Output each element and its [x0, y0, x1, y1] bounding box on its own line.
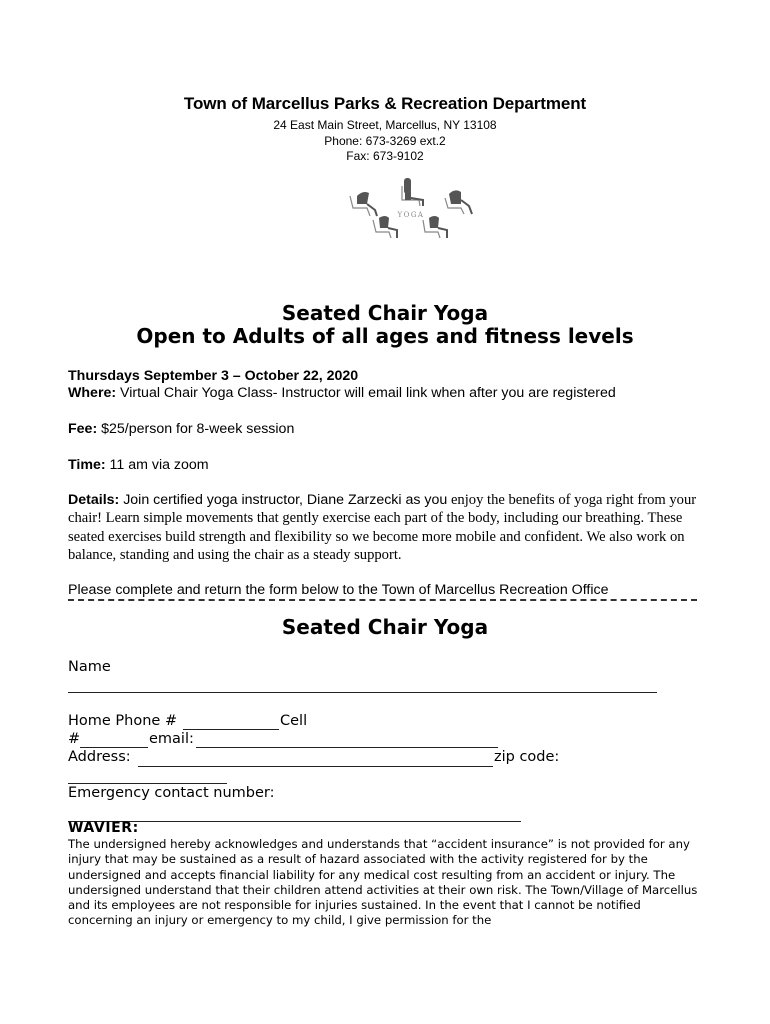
details-label: Details:	[68, 492, 120, 508]
emergency-contact-label: Emergency contact number:	[68, 785, 275, 801]
return-instructions: Please complete and return the form below to the Town of Marcellus Recreation Office	[68, 582, 609, 598]
address-field[interactable]	[138, 766, 493, 767]
svg-text:YOGA: YOGA	[397, 211, 425, 219]
home-phone-label: Home Phone #	[68, 713, 178, 729]
where-value: Virtual Chair Yoga Class- Instructor will email link when after you are registered	[116, 385, 616, 401]
waiver-text: The undersigned hereby acknowledges and understands that “accident insurance” is not provided for any injury that may be sustained as a result of hazard associated with the activity registered for by the undersigned and accepts financial liability for any medical cost resulting from an accident or injury. The undersigned understand that their children attend activities at their own risk. The Town/Village of Marcellus and its employees are not responsible for injuries sustained. In the event that I cannot be notified concerning an injury or emergency to my child, I give permission for the	[68, 837, 698, 928]
where-label: Where:	[68, 385, 117, 401]
fee-line	[68, 421, 294, 437]
flyer-title: Seated Chair Yoga	[281, 301, 489, 325]
chair-yoga-logo	[345, 176, 477, 240]
email-label: email:	[149, 731, 194, 747]
fee-value: $25/person for 8-week session	[97, 421, 295, 437]
organization-fax: Fax: 673-9102	[346, 149, 424, 163]
name-label: Name	[68, 659, 111, 675]
email-field[interactable]	[196, 747, 498, 748]
details-paragraph	[68, 491, 708, 565]
form-title: Seated Chair Yoga	[281, 615, 489, 639]
class-dates: Thursdays September 3 – October 22, 2020	[68, 368, 359, 384]
organization-phone: Phone: 673-3269 ext.2	[324, 134, 446, 148]
zip-code-label: zip code:	[494, 749, 560, 765]
flyer-subtitle: Open to Adults of all ages and fitness levels	[136, 324, 634, 348]
fee-label: Fee:	[68, 421, 98, 437]
home-phone-field[interactable]	[183, 729, 279, 730]
organization-address: 24 East Main Street, Marcellus, NY 13108	[273, 118, 497, 132]
time-label: Time:	[68, 457, 106, 473]
details-description: enjoy the benefits of yoga right from your chair! Learn simple movements that gently exercise each part of the body, including our breathing. These seated exercises build strength and flexibility so we become more mobile and confident. We also work on balance, standing and using the chair as a steady support.	[68, 492, 697, 564]
where-line	[68, 385, 616, 401]
cell-phone-field[interactable]	[80, 747, 148, 748]
time-value: 11 am via zoom	[105, 457, 209, 473]
organization-title: Town of Marcellus Parks & Recreation Department	[183, 94, 587, 113]
chair-yoga-figures-icon	[345, 176, 477, 240]
waiver-heading: WAVIER:	[68, 820, 139, 836]
name-field[interactable]	[68, 692, 657, 693]
cell-hash-label: #	[68, 731, 81, 747]
cut-line-divider	[68, 599, 697, 601]
cell-label: Cell	[280, 713, 308, 729]
time-line	[68, 457, 209, 473]
zip-code-field[interactable]	[68, 783, 227, 784]
details-intro: Join certified yoga instructor, Diane Zarzecki as you	[119, 492, 448, 508]
address-label: Address:	[68, 749, 131, 765]
